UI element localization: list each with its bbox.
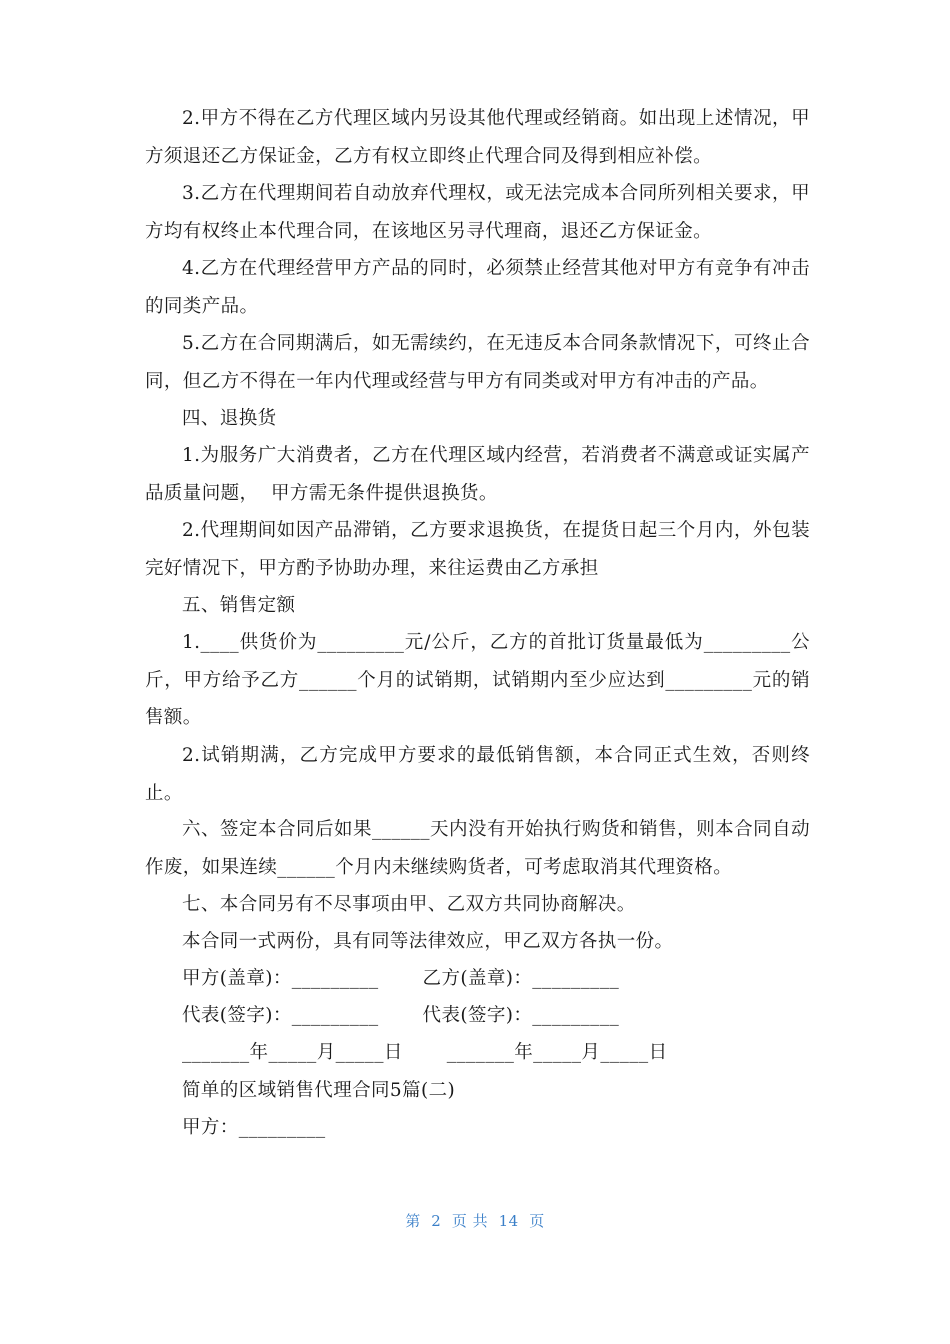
copies-paragraph: 本合同一式两份，具有同等法律效应，甲乙双方各执一份。 <box>182 931 674 952</box>
clause-4-paragraph: 4.乙方在代理经营甲方产品的同时，必须禁止经营其他对甲方有竞争有冲击的同类产品。 <box>145 258 810 317</box>
date-line: _______年_____月_____日 _______年_____月_____日 <box>182 1042 668 1063</box>
seal-line: 甲方(盖章)：_________ 乙方(盖章)：_________ <box>182 968 620 989</box>
clause-3-paragraph: 3.乙方在代理期间若自动放弃代理权，或无法完成本合同所列相关要求，甲方均有权终止本代理合同，在该地区另寻代理商，退还乙方保证金。 <box>145 183 810 242</box>
section-title: 简单的区域销售代理合同5篇(二) <box>182 1080 456 1101</box>
section-5-heading: 五、销售定额 <box>182 595 296 616</box>
section-4-heading: 四、退换货 <box>182 408 277 429</box>
return-clause-2-paragraph: 2.代理期间如因产品滞销，乙方要求退换货，在提货日起三个月内，外包装完好情况下，甲方酌予协助办理，来往运费由乙方承担 <box>145 520 810 579</box>
signature-line: 代表(签字)：_________ 代表(签字)：_________ <box>182 1005 620 1026</box>
clause-2-paragraph: 2.甲方不得在乙方代理区域内另设其他代理或经销商。如出现上述情况，甲方须退还乙方保证金，乙方有权立即终止代理合同及得到相应补偿。 <box>145 108 810 167</box>
party-a-line: 甲方：_________ <box>182 1117 326 1138</box>
quota-clause-1-paragraph: 1.____供货价为_________元/公斤，乙方的首批订货量最低为_________公斤，甲方给予乙方______个月的试销期，试销期内至少应达到_________元的销售额。 <box>145 632 810 728</box>
section-7-paragraph: 七、本合同另有不尽事项由甲、乙双方共同协商解决。 <box>182 894 636 915</box>
return-clause-1-paragraph: 1.为服务广大消费者，乙方在代理区域内经营，若消费者不满意或证实属产品质量问题， 甲方需无条件提供退换货。 <box>145 445 810 504</box>
clause-5-paragraph: 5.乙方在合同期满后，如无需续约，在无违反本合同条款情况下，可终止合同，但乙方不得在一年内代理或经营与甲方有同类或对甲方有冲击的产品。 <box>145 333 810 392</box>
quota-clause-2-paragraph: 2.试销期满，乙方完成甲方要求的最低销售额，本合同正式生效，否则终止。 <box>145 745 810 804</box>
page-number-footer: 第 2 页 共 14 页 <box>405 1212 545 1230</box>
section-6-paragraph: 六、签定本合同后如果______天内没有开始执行购货和销售，则本合同自动作废，如果连续______个月内未继续购货者，可考虑取消其代理资格。 <box>145 819 810 878</box>
